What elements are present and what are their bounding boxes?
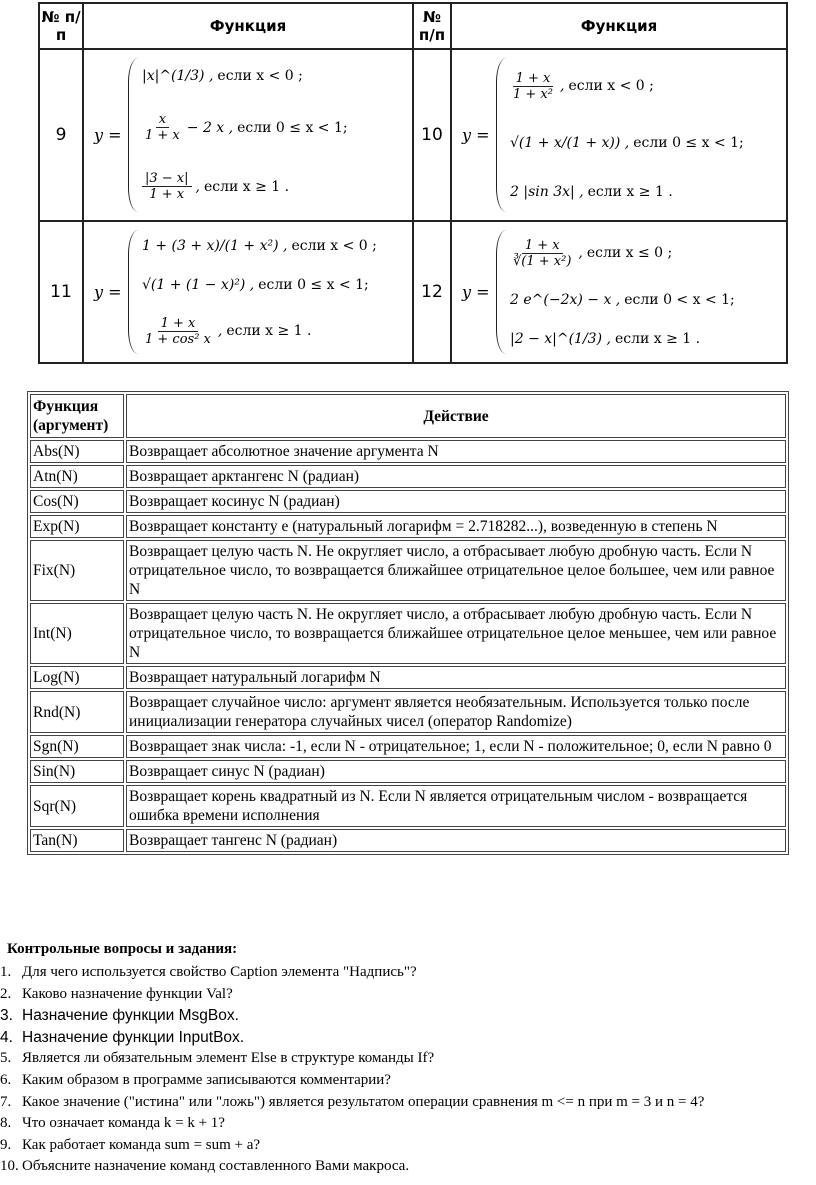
formula-cell [83, 221, 413, 363]
header-num-right: № п/п [413, 3, 451, 49]
brace-icon [496, 58, 507, 212]
list-item: 2. Каково назначение функции Val? [0, 985, 233, 1002]
formula-case: √(1 + (1 − x)²) , если 0 ≤ x < 1; [142, 276, 369, 293]
formula-table-header [39, 3, 787, 49]
function-name: Sin(N) [30, 760, 124, 783]
function-description: Возвращает знак числа: -1, если N - отрицательное; 1, если N - положительное; 0, если N равно 0 [126, 735, 786, 758]
function-name: Atn(N) [30, 465, 124, 488]
formula-lhs: y = [462, 125, 490, 145]
list-item: 6. Каким образом в программе записываются комментарии? [0, 1071, 391, 1088]
formula-case: |2 − x|^(1/3) , если x ≥ 1 . [510, 330, 701, 347]
table-row [30, 760, 786, 783]
function-description: Возвращает арктангенс N (радиан) [126, 465, 786, 488]
formula-case: √(1 + x/(1 + x)) , если 0 ≤ x < 1; [510, 134, 744, 151]
formula-cell [451, 49, 787, 221]
header-func-right: Функция [451, 3, 787, 49]
list-item: 8. Что означает команда k = k + 1? [0, 1115, 225, 1132]
formula-case: $\frac{x}{1 + x}$ − 2 x , если 0 ≤ x < 1; [145, 112, 348, 143]
function-description: Возвращает натуральный логарифм N [126, 666, 786, 689]
function-description: Возвращает целую часть N. Не округляет число, а отбрасывает любую дробную часть. Если N отрицательное число, то возвращается ближайшее отрицательное целое большее, чем или равное N [126, 540, 786, 601]
formula-number: 11 [39, 221, 83, 363]
table-row [30, 515, 786, 538]
table-row [30, 735, 786, 758]
formula-case: 1 + (3 + x)/(1 + x²) , если x < 0 ; [142, 237, 377, 254]
formula-number: 12 [413, 221, 451, 363]
list-item: 9. Как работает команда sum = sum + a? [0, 1136, 261, 1153]
function-description: Возвращает синус N (радиан) [126, 760, 786, 783]
function-description: Возвращает косинус N (радиан) [126, 490, 786, 513]
formula-case: $\frac{1 + x}{\text{1 + x²}}$ , если x < 0 ; [513, 70, 654, 102]
formula-number: 10 [413, 49, 451, 221]
function-name: Sgn(N) [30, 735, 124, 758]
list-item: 10. Объясните назначение команд составленного Вами макроса. [0, 1158, 410, 1175]
table-row [30, 540, 786, 601]
header-num-left: № п/п [39, 3, 83, 49]
function-name: Int(N) [30, 603, 124, 664]
formula-lhs: y = [94, 125, 122, 145]
list-item: 1. Для чего используется свойство Caption элемента "Надпись"? [0, 964, 417, 980]
formula-row [39, 221, 787, 363]
table-row [30, 691, 786, 733]
function-description: Возвращает абсолютное значение аргумента N [126, 440, 786, 463]
function-description: Возвращает константу e (натуральный логарифм = 2.718282...), возведенную в степень N [126, 515, 786, 538]
function-name: Abs(N) [30, 440, 124, 463]
brace-icon [496, 230, 507, 354]
function-description: Возвращает целую часть N. Не округляет число, а отбрасывает любую дробную часть. Если N отрицательное число, то возвращается ближайшее отрицательное целое меньшее, чем или равное N [126, 603, 786, 664]
function-description: Возвращает тангенс N (радиан) [126, 829, 786, 852]
questions-title: Контрольные вопросы и задания: [7, 941, 238, 957]
function-name: Fix(N) [30, 540, 124, 601]
list-item: 7. Какое значение ("истина" или "ложь") является результатом операции сравнения m <= n при m = 3 и n = 4? [0, 1093, 705, 1110]
table-row [30, 666, 786, 689]
function-table-header [30, 394, 786, 438]
brace-icon [128, 58, 139, 212]
table-row [30, 490, 786, 513]
function-name: Cos(N) [30, 490, 124, 513]
function-description: Возвращает случайное число: аргумент является необязательным. Используется только после инициализации генератора случайных чисел (оператор Randomize) [126, 691, 786, 733]
function-name: Exp(N) [30, 515, 124, 538]
header-func-left: Функция [83, 3, 413, 49]
list-item: 5. Является ли обязательным элемент Else в структуре команды If? [0, 1050, 435, 1067]
formula-case: 2 |sin 3x| , если x ≥ 1 . [510, 183, 673, 200]
list-item: 3. Назначение функции MsgBox. [0, 1007, 239, 1025]
formula-cell [83, 49, 413, 221]
formula-cell [451, 221, 787, 363]
function-table [27, 391, 789, 855]
header-function: Функция (аргумент) [30, 394, 124, 438]
formula-case: $\frac{1 + x}{\text{1 + cos² x}}$ , если x ≥ 1 . [145, 315, 312, 347]
header-action: Действие [126, 394, 786, 438]
table-row [30, 465, 786, 488]
function-name: Rnd(N) [30, 691, 124, 733]
formula-table [38, 2, 788, 364]
formula-case: |x|^(1/3) , если x < 0 ; [142, 68, 303, 84]
table-row [30, 785, 786, 827]
table-row [30, 603, 786, 664]
function-name: Log(N) [30, 666, 124, 689]
questions-list [0, 962, 704, 1178]
formula-case: 2 e^(−2x) − x , если 0 < x < 1; [510, 291, 735, 308]
formula-case: $\frac{|3 - x|}{1 + x}$ , если x ≥ 1 . [142, 171, 408, 202]
function-name: Sqr(N) [30, 785, 124, 827]
table-row [30, 829, 786, 852]
formula-row [39, 49, 787, 221]
table-row [30, 440, 786, 463]
function-description: Возвращает корень квадратный из N. Если N является отрицательным числом - возвращается ошибка времени исполнения [126, 785, 786, 827]
function-name: Tan(N) [30, 829, 124, 852]
formula-number: 9 [39, 49, 83, 221]
formula-lhs: y = [462, 282, 490, 302]
formula-case: $\frac{1 + x}{\text{∛(1 + x²)}}$ , если x ≤ 0 ; [513, 237, 673, 269]
list-item: 4. Назначение функции InputBox. [0, 1028, 245, 1046]
formula-lhs: y = [94, 282, 122, 302]
brace-icon [128, 230, 139, 354]
